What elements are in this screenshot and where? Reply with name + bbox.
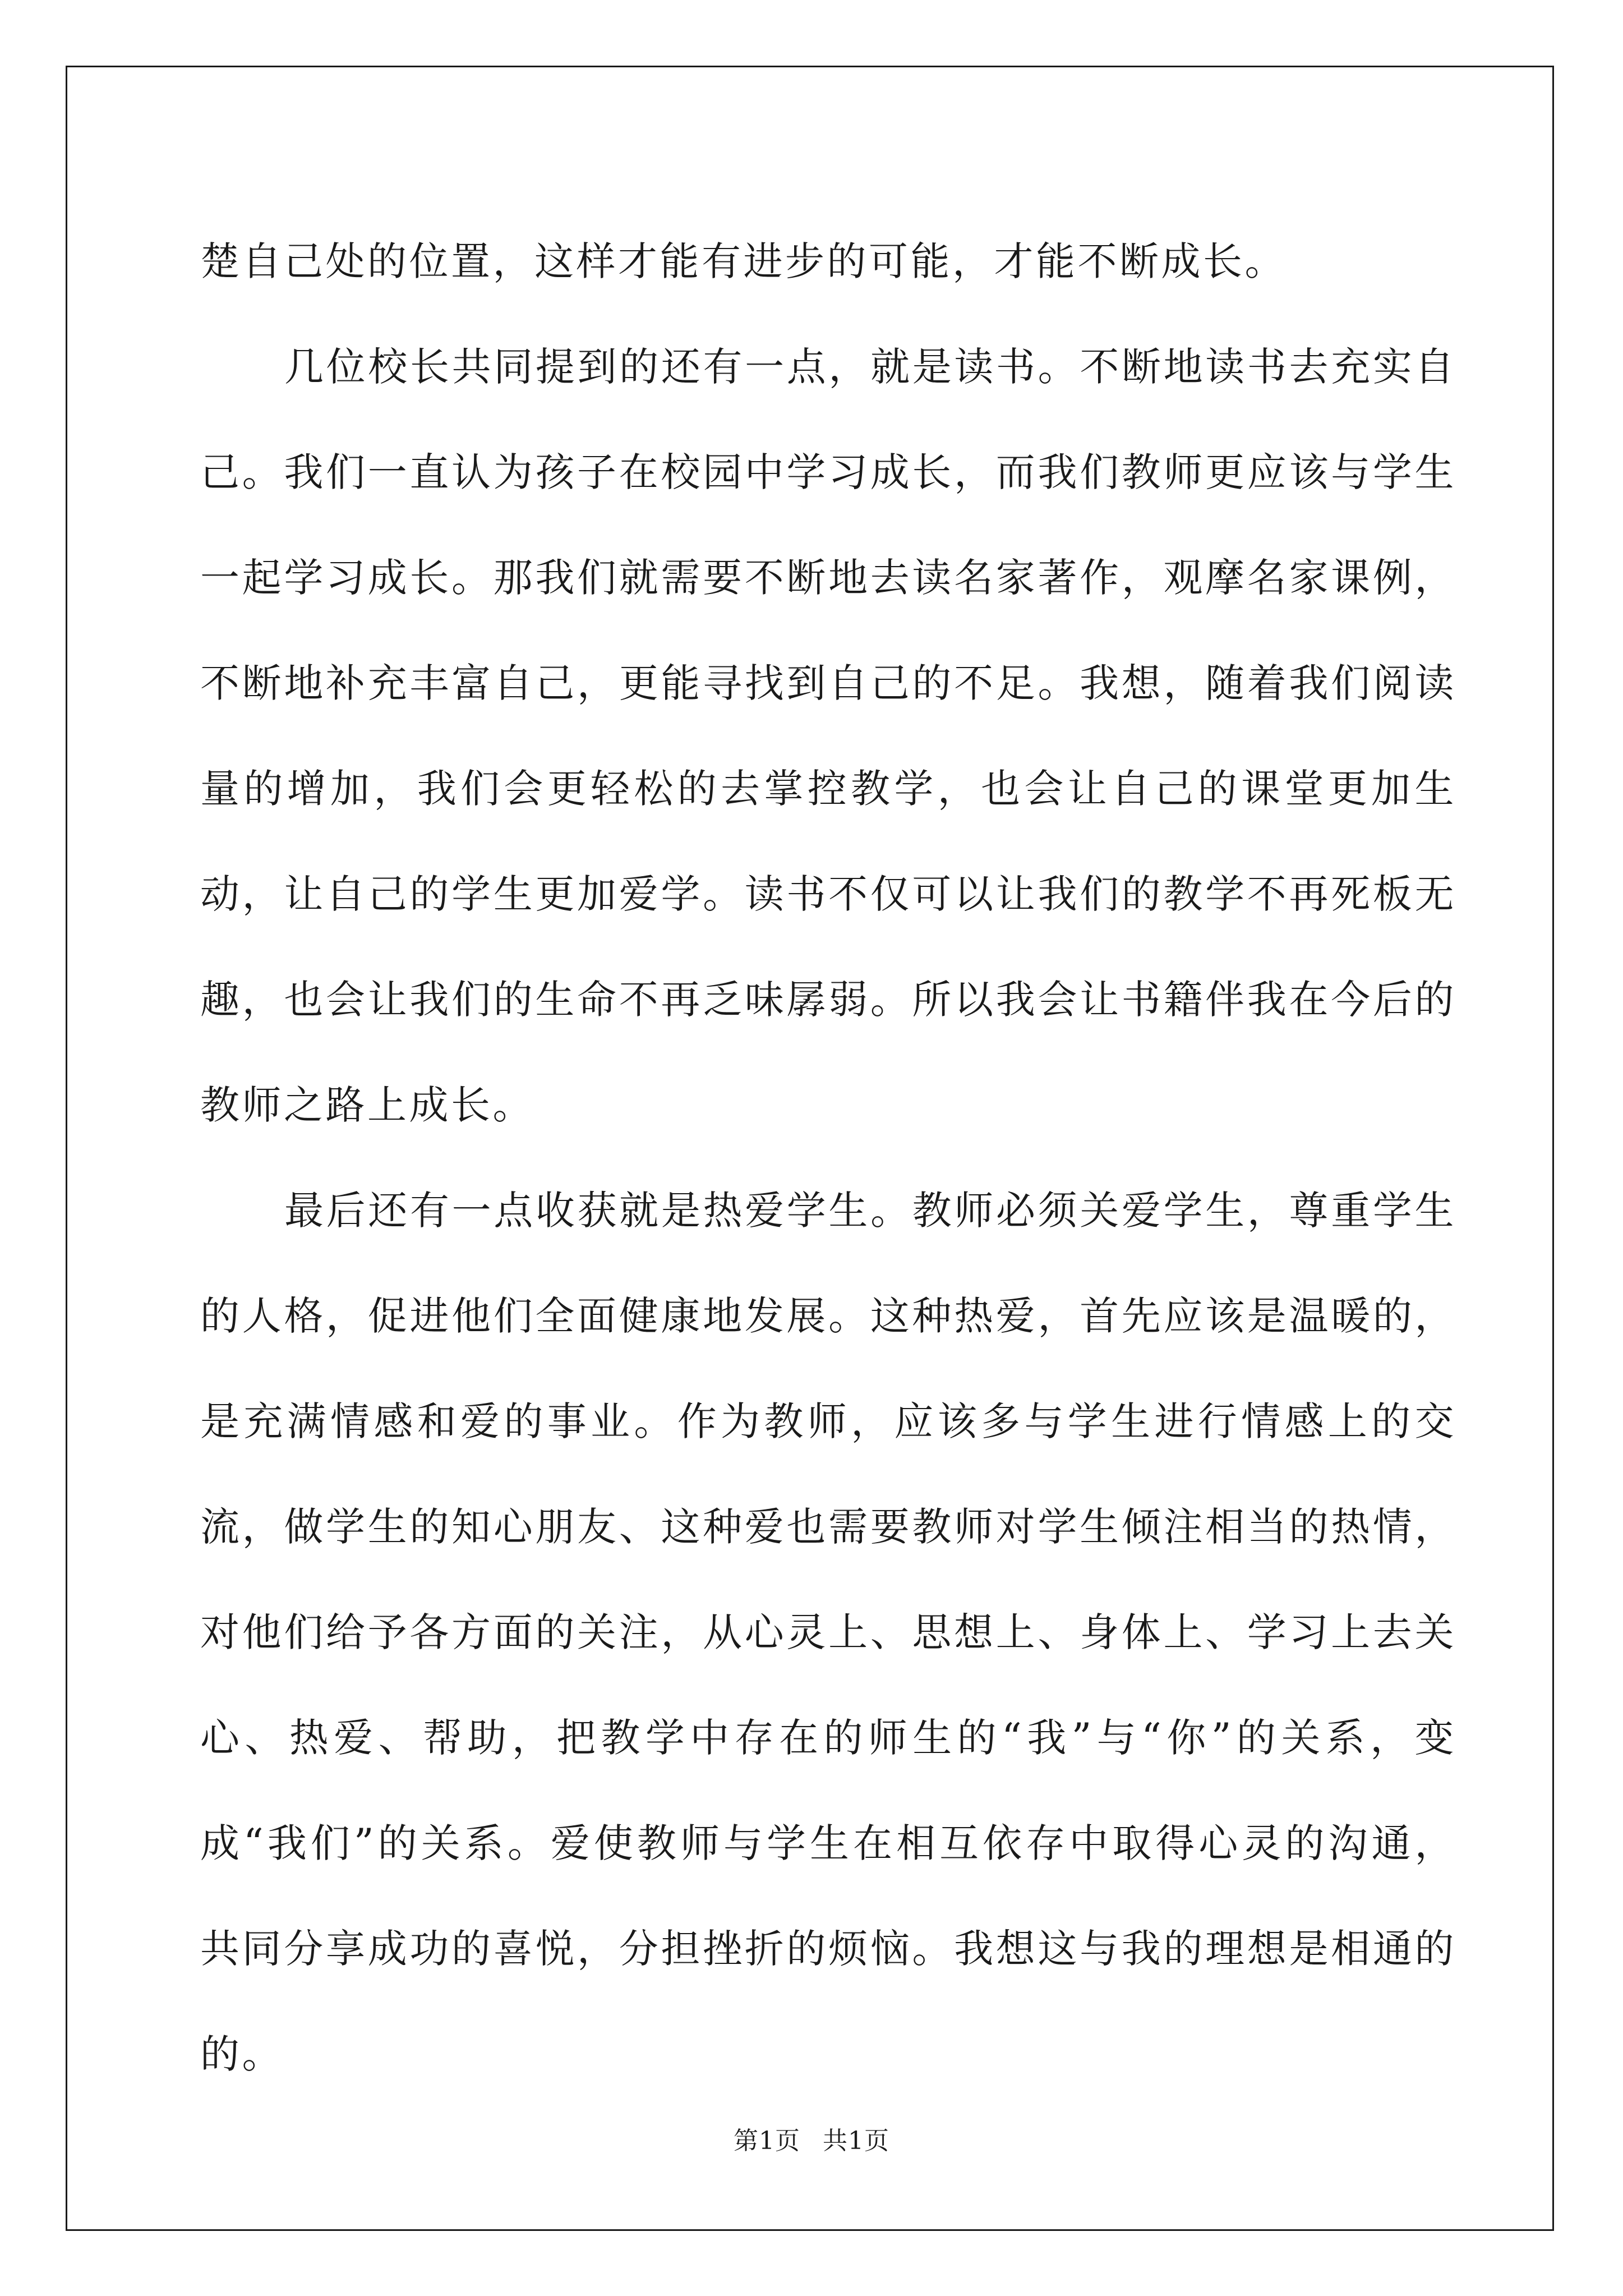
- page-number: 第1页: [734, 2127, 800, 2155]
- paragraph-1: 楚自己处的位置，这样才能有进步的可能，才能不断成长。: [200, 238, 1287, 284]
- page-total: 共1页: [823, 2127, 889, 2155]
- page-footer: [0, 2120, 1623, 2156]
- paragraph-3: 最后还有一点收获就是热爱学生。教师必须关爱学生，尊重学生的人格，促进他们全面健康地发展。这种热爱，首先应该是温暖的，是充满情感和爱的事业。作为教师，应该多与学生进行情感上的交流，做学生的知心朋友、这种爱也需要教师对学生倾注相当的热情，对他们给予各方面的关注，从心灵上、思想上、身体上、学习上去关心、热爱、帮助，把教学中存在的师生的“我”与“你”的关系，变成“我们”的关系。爱使教师与学生在相互依存中取得心灵的沟通，共同分享成功的喜悦，分担挫折的烦恼。我想这与我的理想是相通的的。: [200, 1188, 1456, 2077]
- paragraph-2: 几位校长共同提到的还有一点，就是读书。不断地读书去充实自己。我们一直认为孩子在校园中学习成长，而我们教师更应该与学生一起学习成长。那我们就需要不断地去读名家著作，观摩名家课例，不断地补充丰富自己，更能寻找到自己的不足。我想，随着我们阅读量的增加，我们会更轻松的去掌控教学，也会让自己的课堂更加生动，让自己的学生更加爱学。读书不仅可以让我们的教学不再死板无趣，也会让我们的生命不再乏味孱弱。所以我会让书籍伴我在今后的教师之路上成长。: [200, 344, 1456, 1128]
- document-body: [200, 209, 1456, 2107]
